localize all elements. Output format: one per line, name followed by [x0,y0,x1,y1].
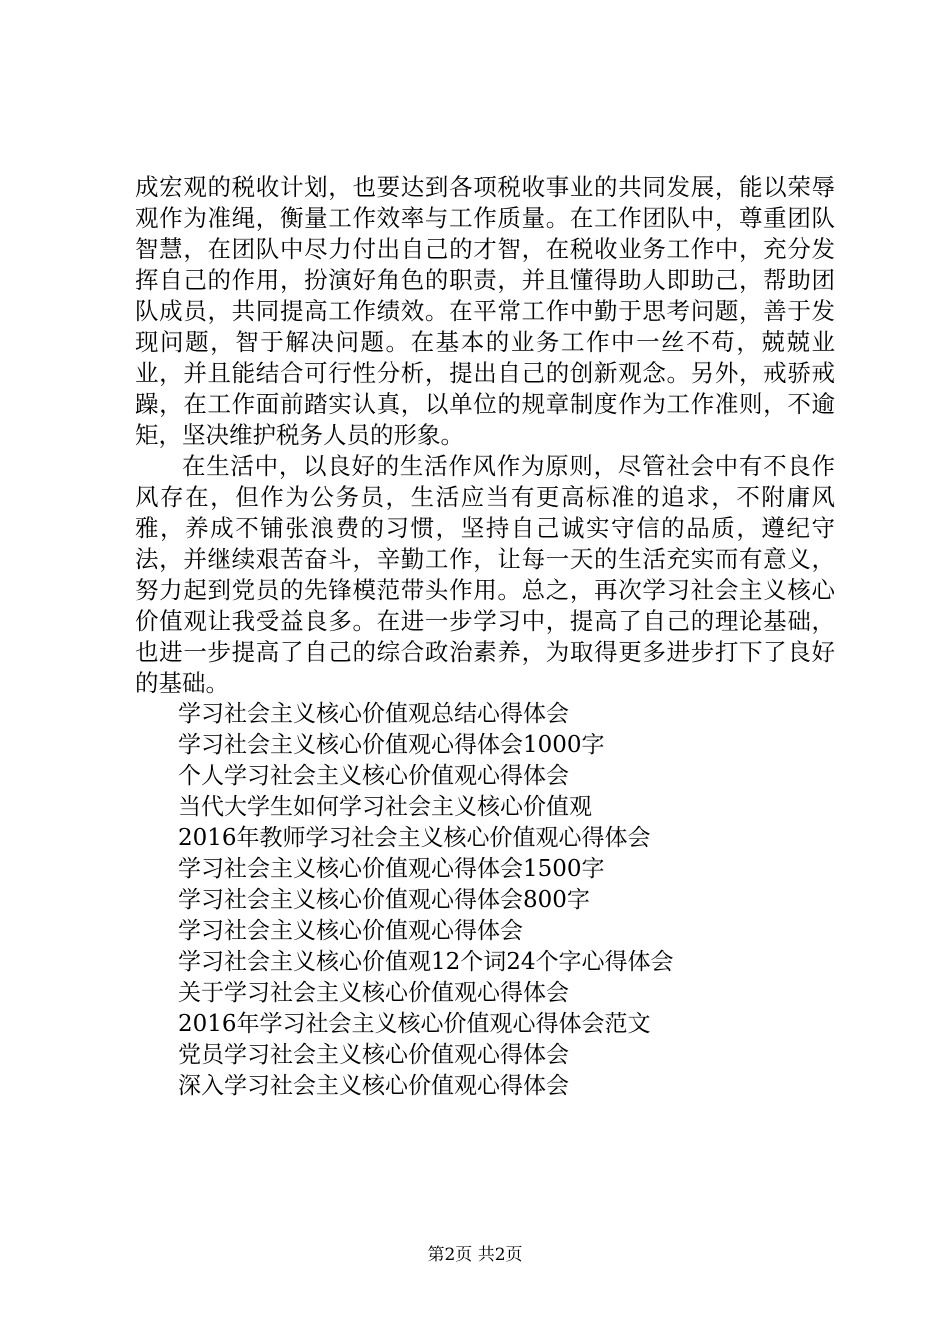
related-article-link[interactable]: 2016年教师学习社会主义核心价值观心得体会 [178,825,651,851]
page-number-footer: 第2页 共2页 [427,1245,523,1265]
related-article-link[interactable]: 学习社会主义核心价值观总结心得体会 [178,701,569,727]
related-article-link[interactable]: 当代大学生如何学习社会主义核心价值观 [178,794,592,820]
related-article-link[interactable]: 深入学习社会主义核心价值观心得体会 [178,1073,569,1099]
related-articles-list [135,699,835,1102]
related-article-link[interactable]: 学习社会主义核心价值观心得体会1500字 [178,856,605,882]
related-article-link[interactable]: 2016年学习社会主义核心价值观心得体会范文 [178,1011,651,1037]
related-article-link[interactable]: 党员学习社会主义核心价值观心得体会 [178,1042,569,1068]
body-paragraph: 成宏观的税收计划，也要达到各项税收事业的共同发展，能以荣辱观作为准绳，衡量工作效率与工作质量。在工作团队中，尊重团队智慧，在团队中尽力付出自己的才智，在税收业务工作中，充分发挥自己的作用，扮演好角色的职责，并且懂得助人即助己，帮助团队成员，共同提高工作绩效。在平常工作中勤于思考问题，善于发现问题，智于解决问题。在基本的业务工作中一丝不苟，兢兢业业，并且能结合可行性分析，提出自己的创新观念。另外，戒骄戒躁，在工作面前踏实认真，以单位的规章制度作为工作准则，不逾矩，坚决维护税务人员的形象。 [135,173,835,449]
document-body [135,172,835,1102]
related-article-link[interactable]: 学习社会主义核心价值观12个词24个字心得体会 [178,949,674,975]
related-article-link[interactable]: 关于学习社会主义核心价值观心得体会 [178,980,569,1006]
related-article-link[interactable]: 学习社会主义核心价值观心得体会800字 [178,887,590,913]
related-article-link[interactable]: 学习社会主义核心价值观心得体会 [178,918,523,944]
body-paragraph: 在生活中，以良好的生活作风作为原则，尽管社会中有不良作风存在，但作为公务员，生活应当有更高标准的追求，不附庸风雅，养成不铺张浪费的习惯，坚持自己诚实守信的品质，遵纪守法，并继续艰苦奋斗，辛勤工作，让每一天的生活充实而有意义，努力起到党员的先锋模范带头作用。总之，再次学习社会主义核心价值观让我受益良多。在进一步学习中，提高了自己的理论基础，也进一步提高了自己的综合政治素养，为取得更多进步打下了良好的基础。 [135,452,835,697]
related-article-link[interactable]: 学习社会主义核心价值观心得体会1000字 [178,732,605,758]
related-article-link[interactable]: 个人学习社会主义核心价值观心得体会 [178,763,569,789]
